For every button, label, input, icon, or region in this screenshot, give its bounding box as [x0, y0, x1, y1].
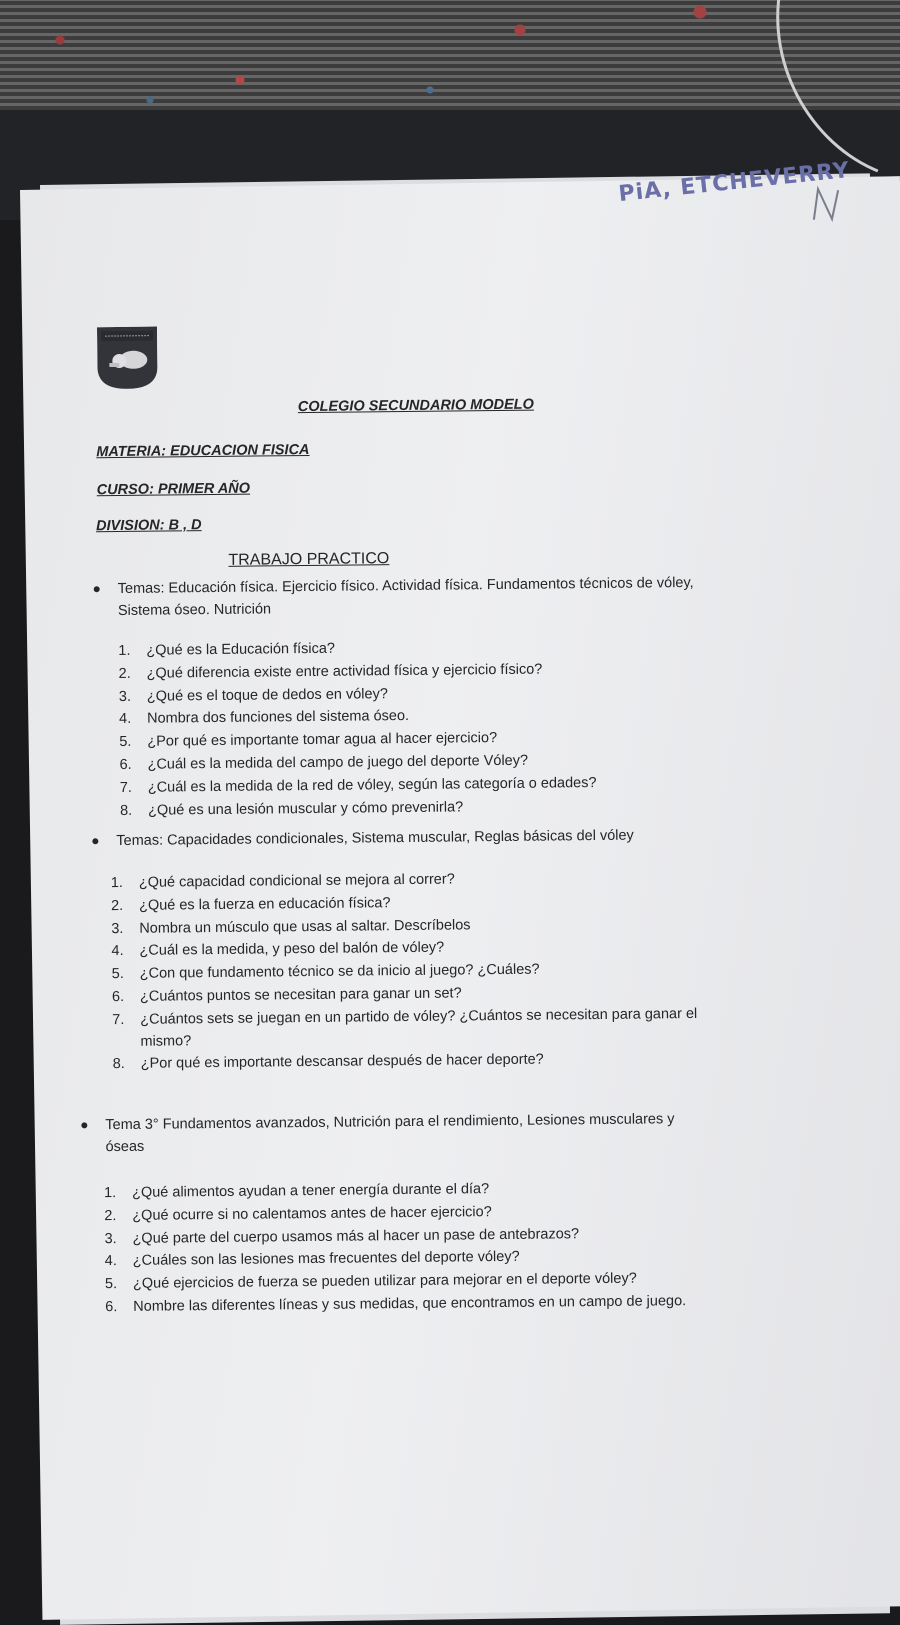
list-item: 2. ¿Qué diferencia existe entre actividad física y ejercicio físico? — [118, 658, 595, 686]
section-1-questions — [118, 635, 597, 822]
topic-line: óseas — [105, 1130, 674, 1158]
topic-line: Temas: Educación física. Ejercicio físico. Actividad física. Fundamentos técnicos de vóley, — [118, 572, 694, 600]
list-item: 7. ¿Cuántos sets se juegan en un partido de vóley? ¿Cuántos se necesitan para ganar el mismo? — [112, 1002, 732, 1052]
list-item: 6. Nombre las diferentes líneas y sus medidas, que encontramos en un campo de juego. — [105, 1290, 686, 1319]
list-item: 4. ¿Cuáles son las lesiones mas frecuentes del deporte vóley? — [105, 1244, 686, 1273]
topic-line: Tema 3° Fundamentos avanzados, Nutrición para el rendimiento, Lesiones musculares y — [105, 1108, 674, 1136]
list-item: 1. ¿Qué capacidad condicional se mejora al correr? — [111, 866, 731, 895]
section-3-questions — [104, 1176, 686, 1319]
handwritten-name: PiA, ETCHEVERRY — [617, 158, 851, 207]
list-item: 5. ¿Por qué es importante tomar agua al hacer ejercicio? — [119, 726, 596, 754]
topic-line: Temas: Capacidades condicionales, Sistema muscular, Reglas básicas del vóley — [116, 825, 634, 852]
list-item: 2. ¿Qué ocurre si no calentamos antes de hacer ejercicio? — [104, 1199, 685, 1228]
list-item: 4. ¿Cuál es la medida, y peso del balón de vóley? — [111, 934, 731, 963]
list-item: 8. ¿Qué es una lesión muscular y cómo prevenirla? — [120, 795, 597, 823]
section-2-questions — [111, 866, 733, 1076]
document-title: TRABAJO PRACTICO — [228, 550, 389, 570]
list-item: 3. ¿Qué es el toque de dedos en vóley? — [119, 681, 596, 709]
bullet-icon — [94, 586, 100, 592]
subject-label: MATERIA: EDUCACION FISICA — [96, 442, 309, 460]
list-item: 6. ¿Cuál es la medida del campo de juego del deporte Vóley? — [119, 749, 596, 777]
topic-line: Sistema óseo. Nutrición — [118, 594, 694, 622]
bullet-icon — [92, 838, 98, 844]
list-item: 6. ¿Cuántos puntos se necesitan para ganar un set? — [112, 980, 732, 1009]
bullet-icon — [81, 1122, 87, 1128]
list-item: 5. ¿Qué ejercicios de fuerza se pueden utilizar para mejorar en el deporte vóley? — [105, 1267, 686, 1296]
school-logo-icon — [97, 327, 158, 390]
section-2-topics — [116, 825, 634, 852]
list-item: 5. ¿Con que fundamento técnico se da inicio al juego? ¿Cuáles? — [112, 957, 732, 986]
division-label: DIVISION: B , D — [96, 517, 202, 534]
list-item: 1. ¿Qué es la Educación física? — [118, 635, 595, 663]
list-item: 1. ¿Qué alimentos ayudan a tener energía durante el día? — [104, 1176, 685, 1205]
school-name: COLEGIO SECUNDARIO MODELO — [298, 397, 534, 415]
list-item: 3. Nombra un músculo que usas al saltar. Descríbelos — [111, 911, 731, 940]
list-item: 8. ¿Por qué es importante descansar después de hacer deporte? — [113, 1046, 733, 1075]
course-label: CURSO: PRIMER AÑO — [97, 481, 250, 499]
list-item: 3. ¿Qué parte del cuerpo usamos más al hacer un pase de antebrazos? — [104, 1222, 685, 1251]
list-item: 2. ¿Qué es la fuerza en educación física? — [111, 888, 731, 917]
section-3-topics — [105, 1108, 675, 1158]
section-1-topics — [118, 572, 694, 622]
list-item: 7. ¿Cuál es la medida de la red de vóley, según las categoría o edades? — [120, 772, 597, 800]
list-item: 4. Nombra dos funciones del sistema óseo. — [119, 703, 596, 731]
